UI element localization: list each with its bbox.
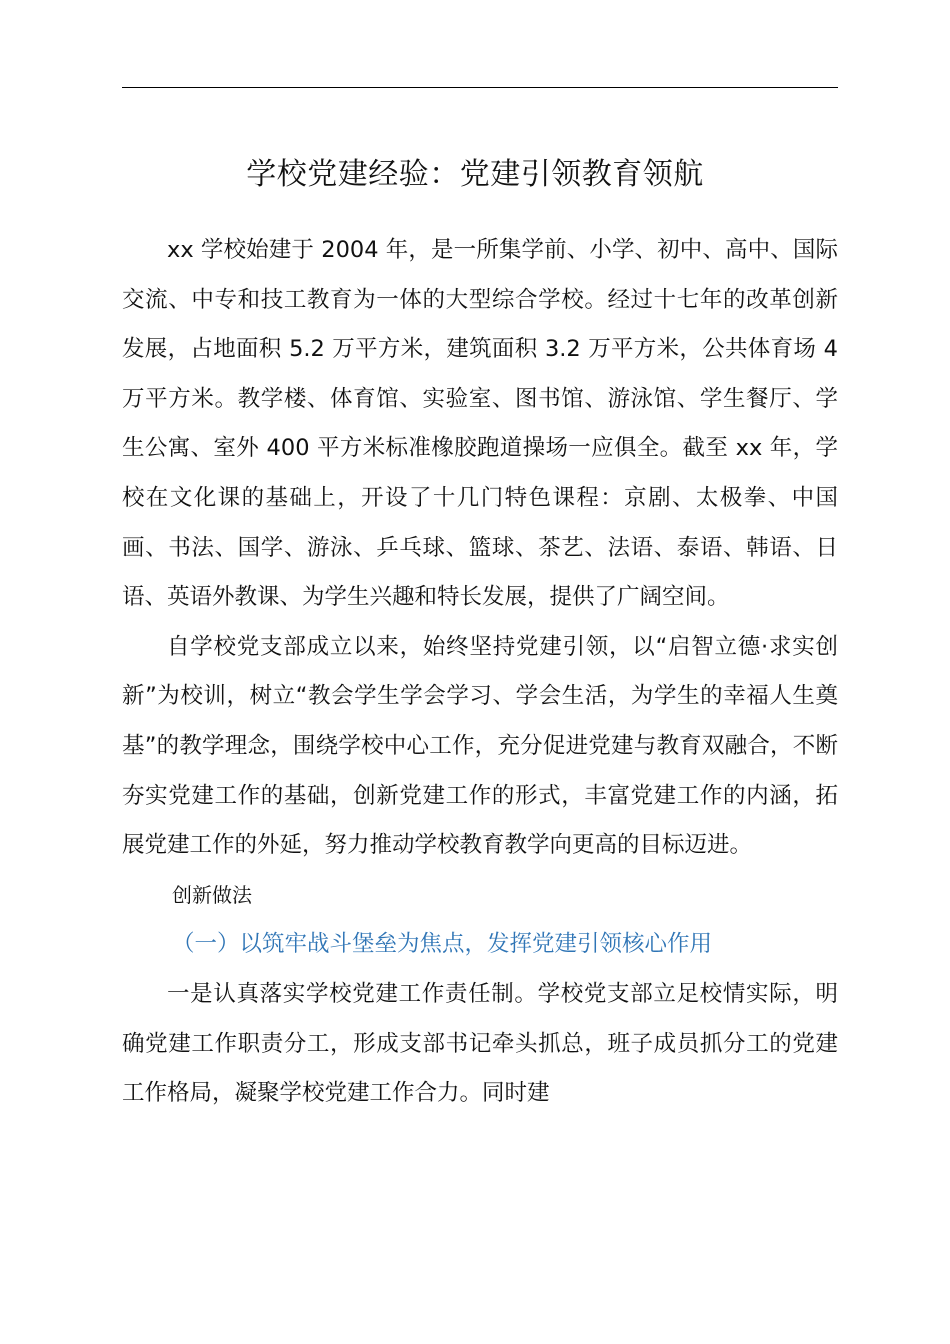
document-body xyxy=(122,226,838,1119)
paragraph-party-branch: 自学校党支部成立以来，始终坚持党建引领，以“启智立德·求实创新”为校训，树立“教会学生学会学习、学会生活，为学生的幸福人生奠基”的教学理念，围绕学校中心工作，充分促进党建与教育双融合，不断夯实党建工作的基础，创新党建工作的形式，丰富党建工作的内涵，拓展党建工作的外延，努力推动学校教育教学向更高的目标迈进。 xyxy=(122,633,838,859)
paragraph-responsibility: 一是认真落实学校党建工作责任制。学校党支部立足校情实际，明确党建工作职责分工，形成支部书记牵头抓总，班子成员抓分工的党建工作格局，凝聚学校党建工作合力。同时建 xyxy=(122,980,838,1107)
document-title: 学校党建经验：党建引领教育领航 xyxy=(246,157,704,192)
section-label: 创新做法 xyxy=(172,882,252,907)
paragraph-intro: xx 学校始建于 2004 年，是一所集学前、小学、初中、高中、国际交流、中专和技工教育为一体的大型综合学校。经过十七年的改革创新发展，占地面积 5.2 万平方米，建筑面积 3.2 万平方米，公共体育场 4 万平方米。教学楼、体育馆、实验室、图书馆、游泳馆、学生餐厅、学生公寓、室外 400 平方米标准橡胶跑道操场一应俱全。截至 xx 年，学校在文化课的基础上，开设了十几门特色课程：京剧、太极拳、中国画、书法、国学、游泳、乒乓球、篮球、茶艺、法语、泰语、韩语、日语、英语外教课、为学生兴趣和特长发展，提供了广阔空间。 xyxy=(122,237,838,611)
subheading-one: （一）以筑牢战斗堡垒为焦点，发挥党建引领核心作用 xyxy=(172,931,713,958)
header-rule xyxy=(122,87,838,88)
